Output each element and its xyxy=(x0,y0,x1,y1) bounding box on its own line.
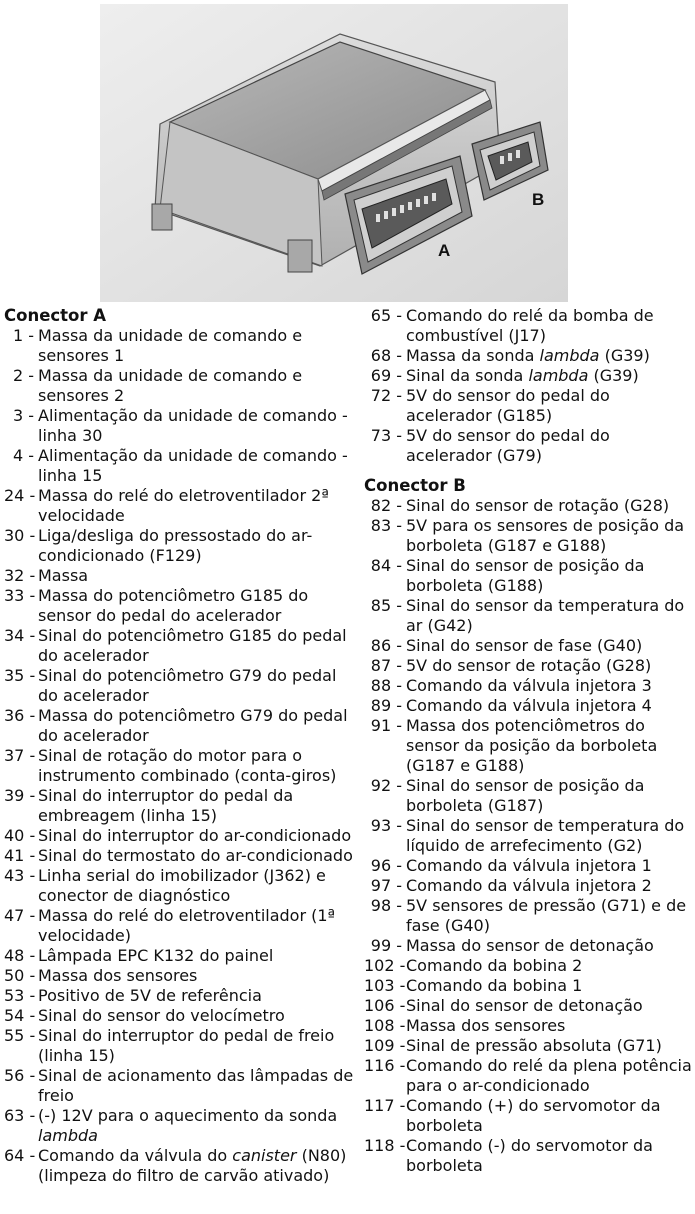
description-text: Massa do potenciômetro G185 do sensor do pedal do acelerador xyxy=(38,586,309,625)
pin-number: 65 - xyxy=(370,306,402,325)
pin-item xyxy=(364,426,692,466)
pin-number: 117 - xyxy=(364,1096,406,1115)
pin-item xyxy=(364,656,692,676)
pin-item xyxy=(364,306,692,346)
pin-description xyxy=(402,386,692,426)
pin-item xyxy=(4,986,356,1006)
pin-item xyxy=(4,586,356,626)
pin-item xyxy=(364,1056,692,1096)
description-text: Liga/desliga do pressostado do ar-condicionado (F129) xyxy=(38,526,313,565)
description-text: Comando da válvula injetora 3 xyxy=(406,676,652,695)
description-text: Massa do sensor de detonação xyxy=(406,936,654,955)
pin-number: 103 - xyxy=(364,976,406,995)
pin-item xyxy=(364,366,692,386)
description-text: 5V para os sensores de posição da borboleta (G187 e G188) xyxy=(406,516,685,555)
pin-description xyxy=(34,326,356,366)
description-text: Sinal da sonda xyxy=(406,366,529,385)
pin-description xyxy=(402,496,692,516)
description-text: Sinal do interruptor do ar-condicionado xyxy=(38,826,352,845)
pin-number: 3 - xyxy=(12,406,34,425)
pin-description xyxy=(34,626,356,666)
pin-description xyxy=(34,746,356,786)
pin-item xyxy=(364,956,692,976)
description-text: Sinal do sensor de rotação (G28) xyxy=(406,496,670,515)
description-text: Sinal de pressão absoluta (G71) xyxy=(406,1036,662,1055)
pin-item xyxy=(4,906,356,946)
pin-number: 83 - xyxy=(370,516,402,535)
pin-number: 85 - xyxy=(370,596,402,615)
pin-item xyxy=(4,666,356,706)
pin-description xyxy=(402,1056,692,1096)
pin-item xyxy=(364,776,692,816)
pin-number: 98 - xyxy=(370,896,402,915)
pin-description xyxy=(34,566,356,586)
description-text: Sinal de rotação do motor para o instrumento combinado (conta-giros) xyxy=(38,746,337,785)
pin-description xyxy=(402,976,692,996)
pin-description xyxy=(34,846,356,866)
connector-a-list xyxy=(4,326,356,1186)
pin-number: 63 - xyxy=(4,1106,36,1125)
description-text: Alimentação da unidade de comando - linha 15 xyxy=(38,446,348,485)
pin-description xyxy=(402,876,692,896)
pin-description xyxy=(402,346,692,366)
description-text: (N80) (limpeza do filtro de carvão ativado) xyxy=(38,1146,347,1185)
pin-number: 30 - xyxy=(4,526,36,545)
pin-description xyxy=(402,1016,692,1036)
description-text: Massa do relé do eletroventilador (1ª velocidade) xyxy=(38,906,336,945)
pin-item xyxy=(364,1016,692,1036)
description-text: (G39) xyxy=(599,346,650,365)
pin-description xyxy=(34,826,356,846)
pin-item xyxy=(364,976,692,996)
pin-description xyxy=(402,936,692,956)
pin-number: 47 - xyxy=(4,906,36,925)
pin-number: 108 - xyxy=(364,1016,406,1035)
pin-description xyxy=(402,306,692,346)
description-text: Sinal de acionamento das lâmpadas de freio xyxy=(38,1066,354,1105)
pin-number: 35 - xyxy=(4,666,36,685)
pin-item xyxy=(364,876,692,896)
pin-number: 34 - xyxy=(4,626,36,645)
pin-item xyxy=(364,856,692,876)
pin-description xyxy=(34,586,356,626)
description-text: Massa dos sensores xyxy=(406,1016,566,1035)
pin-item xyxy=(364,1096,692,1136)
description-text: Sinal do sensor de posição da borboleta (G187) xyxy=(406,776,645,815)
pin-item xyxy=(4,446,356,486)
description-text: Sinal do interruptor do pedal de freio (linha 15) xyxy=(38,1026,335,1065)
pin-item xyxy=(4,946,356,966)
pin-description xyxy=(402,696,692,716)
pin-number: 72 - xyxy=(370,386,402,405)
pin-number: 118 - xyxy=(364,1136,406,1155)
pin-item xyxy=(364,346,692,366)
italic-term: lambda xyxy=(38,1126,98,1145)
pin-number: 89 - xyxy=(370,696,402,715)
pin-item xyxy=(4,326,356,366)
pin-item xyxy=(4,966,356,986)
italic-term: canister xyxy=(232,1146,297,1165)
description-text: Comando da válvula injetora 4 xyxy=(406,696,652,715)
pin-item xyxy=(4,486,356,526)
pin-number: 50 - xyxy=(4,966,36,985)
pin-item xyxy=(4,626,356,666)
pin-item xyxy=(4,366,356,406)
pin-number: 68 - xyxy=(370,346,402,365)
pin-item xyxy=(4,1146,356,1186)
pin-description xyxy=(402,776,692,816)
pin-item xyxy=(364,996,692,1016)
description-text: Positivo de 5V de referência xyxy=(38,986,262,1005)
pin-number: 97 - xyxy=(370,876,402,895)
pin-item xyxy=(4,1106,356,1146)
pin-description xyxy=(34,966,356,986)
pin-description xyxy=(34,1006,356,1026)
pin-item xyxy=(4,706,356,746)
description-text: Comando do relé da bomba de combustível (J17) xyxy=(406,306,654,345)
pin-description xyxy=(34,1146,356,1186)
pin-description xyxy=(402,366,692,386)
description-text: Massa da unidade de comando e sensores 1 xyxy=(38,326,303,365)
pin-number: 88 - xyxy=(370,676,402,695)
pin-number: 32 - xyxy=(4,566,36,585)
pin-description xyxy=(34,946,356,966)
pin-number: 54 - xyxy=(4,1006,36,1025)
description-text: 5V do sensor do pedal do acelerador (G185) xyxy=(406,386,610,425)
pin-item xyxy=(364,556,692,596)
pin-number: 92 - xyxy=(370,776,402,795)
description-text: Massa do relé do eletroventilador 2ª velocidade xyxy=(38,486,329,525)
pin-number: 73 - xyxy=(370,426,402,445)
pin-item xyxy=(4,1066,356,1106)
pin-number: 109 - xyxy=(364,1036,406,1055)
pin-description xyxy=(34,666,356,706)
pin-number: 116 - xyxy=(364,1056,406,1075)
description-text: 5V do sensor do pedal do acelerador (G79) xyxy=(406,426,610,465)
description-text: Comando do relé da plena potência para o ar-condicionado xyxy=(406,1056,692,1095)
pin-item xyxy=(364,1036,692,1056)
pin-description xyxy=(402,556,692,596)
description-text: Linha serial do imobilizador (J362) e conector de diagnóstico xyxy=(38,866,326,905)
pin-description xyxy=(34,986,356,1006)
pin-description xyxy=(34,786,356,826)
pin-number: 48 - xyxy=(4,946,36,965)
pin-description xyxy=(402,426,692,466)
pin-number: 2 - xyxy=(12,366,34,385)
pin-number: 40 - xyxy=(4,826,36,845)
pin-description xyxy=(402,816,692,856)
description-text: Sinal do potenciômetro G79 do pedal do acelerador xyxy=(38,666,337,705)
pin-number: 36 - xyxy=(4,706,36,725)
description-text: Comando da válvula injetora 1 xyxy=(406,856,652,875)
pin-number: 24 - xyxy=(4,486,36,505)
pin-item xyxy=(364,936,692,956)
pin-number: 4 - xyxy=(12,446,34,465)
pin-item xyxy=(364,596,692,636)
description-text: Massa da sonda xyxy=(406,346,540,365)
description-text: Alimentação da unidade de comando - linha 30 xyxy=(38,406,348,445)
pin-number: 39 - xyxy=(4,786,36,805)
pin-number: 87 - xyxy=(370,656,402,675)
description-text: Sinal do sensor de detonação xyxy=(406,996,643,1015)
pin-item xyxy=(364,896,692,936)
pin-description xyxy=(402,956,692,976)
description-text: Comando da bobina 1 xyxy=(406,976,583,995)
pin-item xyxy=(364,1136,692,1176)
description-text: Comando (-) do servomotor da borboleta xyxy=(406,1136,653,1175)
description-text: Sinal do potenciômetro G185 do pedal do acelerador xyxy=(38,626,347,665)
section-gap xyxy=(364,466,692,476)
pin-number: 53 - xyxy=(4,986,36,1005)
pin-description xyxy=(402,1096,692,1136)
description-text: 5V do sensor de rotação (G28) xyxy=(406,656,652,675)
description-text: Comando (+) do servomotor da borboleta xyxy=(406,1096,661,1135)
pin-item xyxy=(4,1026,356,1066)
description-text: Comando da bobina 2 xyxy=(406,956,583,975)
description-text: (-) 12V para o aquecimento da sonda xyxy=(38,1106,338,1125)
pin-number: 84 - xyxy=(370,556,402,575)
italic-term: lambda xyxy=(528,366,589,385)
pin-number: 86 - xyxy=(370,636,402,655)
pin-item xyxy=(364,636,692,656)
pin-number: 64 - xyxy=(4,1146,36,1165)
connector-b-heading: Conector B xyxy=(364,476,466,495)
pin-description xyxy=(402,856,692,876)
description-text: (G39) xyxy=(588,366,639,385)
description-text: Massa dos potenciômetros do sensor da posição da borboleta (G187 e G188) xyxy=(406,716,658,775)
connector-b-label: B xyxy=(532,190,545,209)
pin-description xyxy=(402,1136,692,1176)
pin-description xyxy=(402,516,692,556)
pin-number: 41 - xyxy=(4,846,36,865)
left-column xyxy=(4,306,356,1186)
pin-item xyxy=(4,786,356,826)
pin-number: 102 - xyxy=(364,956,406,975)
pin-number: 43 - xyxy=(4,866,36,885)
description-text: 5V sensores de pressão (G71) e de fase (G40) xyxy=(406,896,687,935)
pin-item xyxy=(4,846,356,866)
description-text: Sinal do sensor do velocímetro xyxy=(38,1006,285,1025)
ecu-illustration xyxy=(100,4,568,302)
description-text: Sinal do sensor de fase (G40) xyxy=(406,636,643,655)
description-text: Massa dos sensores xyxy=(38,966,198,985)
pin-description xyxy=(34,706,356,746)
pin-number: 106 - xyxy=(364,996,406,1015)
description-text: Comando da válvula injetora 2 xyxy=(406,876,652,895)
pin-number: 96 - xyxy=(370,856,402,875)
description-text: Sinal do sensor de posição da borboleta (G188) xyxy=(406,556,645,595)
pin-item xyxy=(4,406,356,446)
pin-description xyxy=(402,596,692,636)
connector-a-continued-list xyxy=(364,306,692,466)
description-text: Sinal do termostato do ar-condicionado xyxy=(38,846,353,865)
description-text: Comando da válvula do xyxy=(38,1146,233,1165)
pin-item xyxy=(4,526,356,566)
connector-b-list xyxy=(364,496,692,1176)
description-text: Lâmpada EPC K132 do painel xyxy=(38,946,274,965)
pin-description xyxy=(402,636,692,656)
pin-description xyxy=(402,896,692,936)
pin-description xyxy=(402,996,692,1016)
description-text: Sinal do sensor de temperatura do líquido de arrefecimento (G2) xyxy=(406,816,685,855)
pin-description xyxy=(402,1036,692,1056)
pin-description xyxy=(34,1066,356,1106)
connector-a-label: A xyxy=(438,241,451,260)
pin-item xyxy=(364,816,692,856)
pin-description xyxy=(402,656,692,676)
description-text: Massa da unidade de comando e sensores 2 xyxy=(38,366,303,405)
pin-item xyxy=(364,676,692,696)
pin-item xyxy=(364,496,692,516)
ecu-drawing xyxy=(100,4,568,302)
pin-number: 33 - xyxy=(4,586,36,605)
pin-number: 91 - xyxy=(370,716,402,735)
right-column xyxy=(364,306,692,1176)
pin-description xyxy=(34,906,356,946)
pin-item xyxy=(364,386,692,426)
pin-description xyxy=(34,486,356,526)
pin-description xyxy=(34,446,356,486)
italic-term: lambda xyxy=(539,346,600,365)
pin-number: 56 - xyxy=(4,1066,36,1085)
pin-description xyxy=(34,1026,356,1066)
pin-item xyxy=(4,866,356,906)
pin-item xyxy=(4,826,356,846)
pin-description xyxy=(402,676,692,696)
pin-description xyxy=(34,1106,356,1146)
pin-description xyxy=(34,526,356,566)
description-text: Sinal do interruptor do pedal da embreagem (linha 15) xyxy=(38,786,294,825)
pin-item xyxy=(4,566,356,586)
pin-number: 69 - xyxy=(370,366,402,385)
pin-number: 55 - xyxy=(4,1026,36,1045)
pin-description xyxy=(34,366,356,406)
pin-item xyxy=(364,716,692,776)
pin-number: 1 - xyxy=(12,326,34,345)
description-text: Massa xyxy=(38,566,89,585)
pin-number: 82 - xyxy=(370,496,402,515)
connector-a-heading: Conector A xyxy=(4,306,107,325)
pin-item xyxy=(4,1006,356,1026)
description-text: Massa do potenciômetro G79 do pedal do acelerador xyxy=(38,706,348,745)
description-text: Sinal do sensor da temperatura do ar (G42) xyxy=(406,596,685,635)
pin-item xyxy=(4,746,356,786)
pin-number: 99 - xyxy=(370,936,402,955)
pin-number: 93 - xyxy=(370,816,402,835)
pin-description xyxy=(34,866,356,906)
pin-description xyxy=(402,716,692,776)
pin-item xyxy=(364,516,692,556)
pin-description xyxy=(34,406,356,446)
pin-number: 37 - xyxy=(4,746,36,765)
pin-item xyxy=(364,696,692,716)
